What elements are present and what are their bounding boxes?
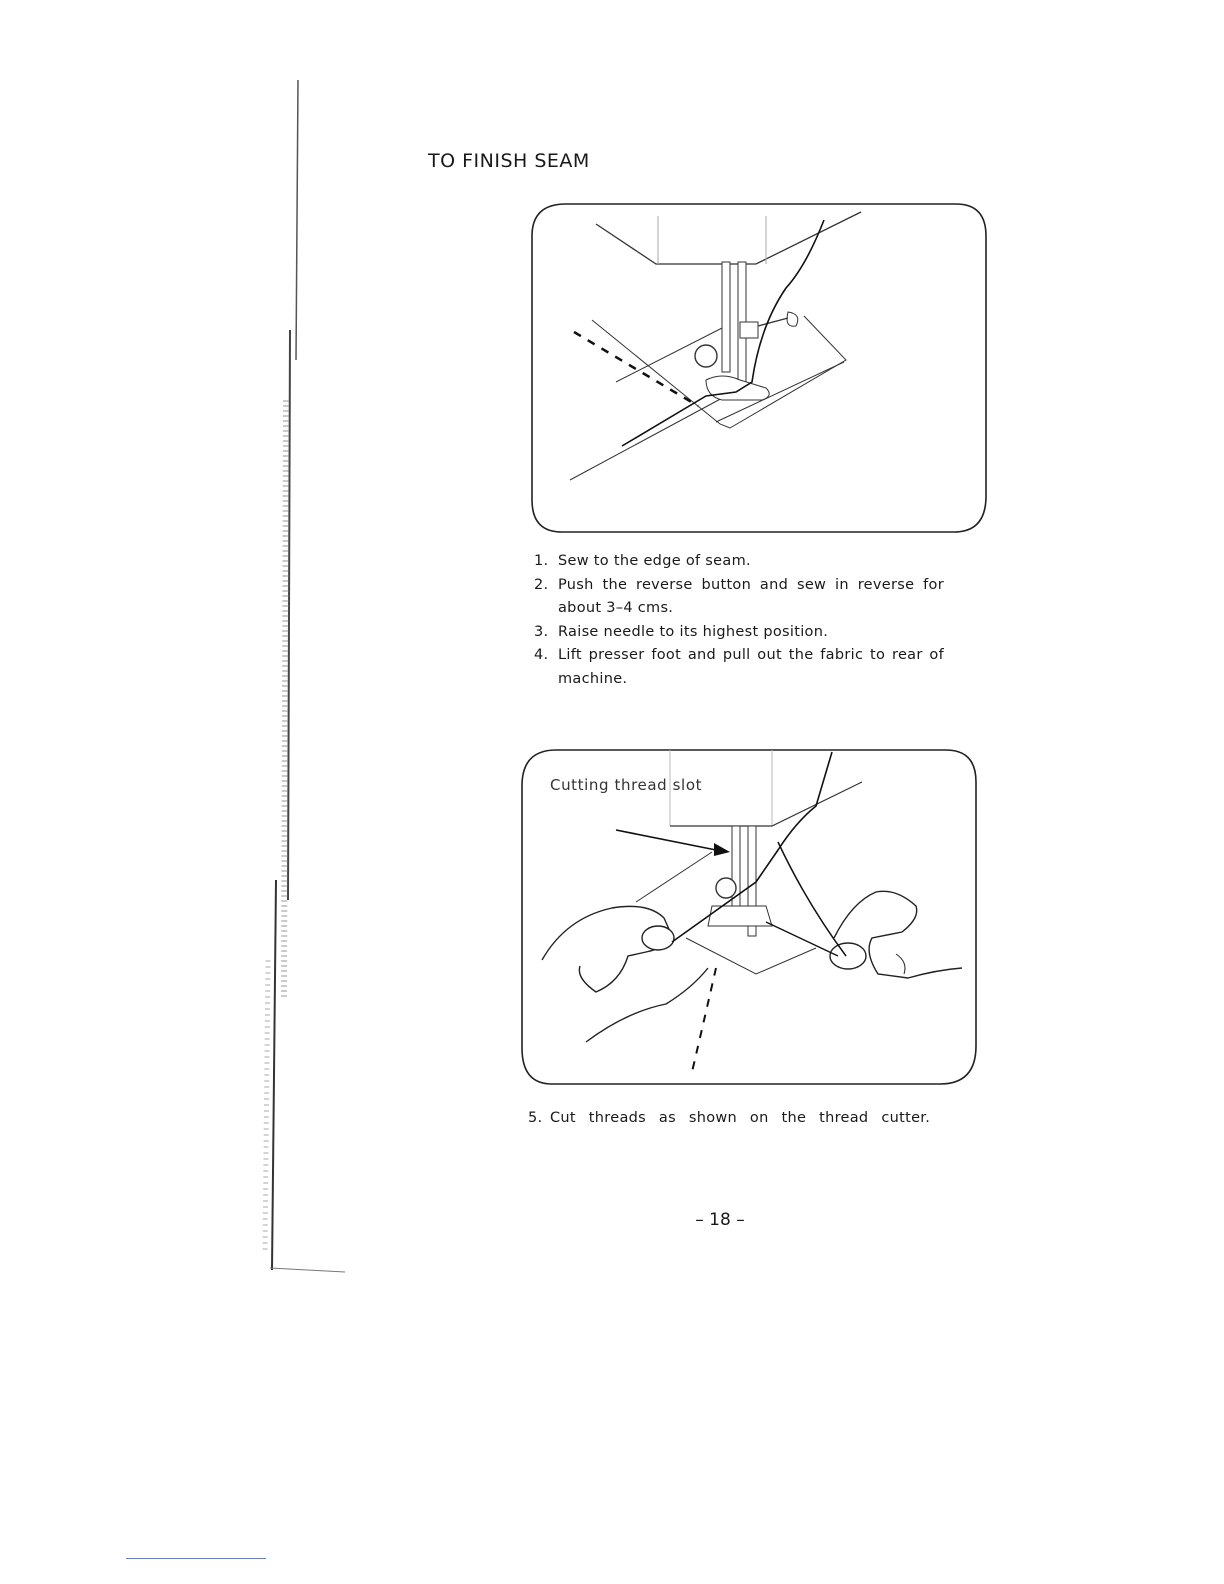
list-item: 3. Raise needle to its highest position. [534, 623, 829, 640]
instruction-steps [534, 550, 944, 691]
list-item: 2. Push the reverse button and sew in reverse for about 3–4 cms. [534, 576, 944, 616]
list-item: 1. Sew to the edge of seam. [534, 553, 751, 569]
list-item: 4. Lift presser foot and pull out the fabric to rear of machine. [534, 647, 944, 687]
page-number: – 18 – [695, 1210, 745, 1230]
page-title: TO FINISH SEAM [428, 150, 590, 172]
figure-label-cutting-thread-slot: Cutting thread slot [550, 776, 703, 794]
footer-rule [126, 1558, 266, 1559]
presser-foot-illustration [526, 196, 990, 540]
list-item: 5. Cut threads as shown on the thread cutter. [528, 1110, 931, 1126]
